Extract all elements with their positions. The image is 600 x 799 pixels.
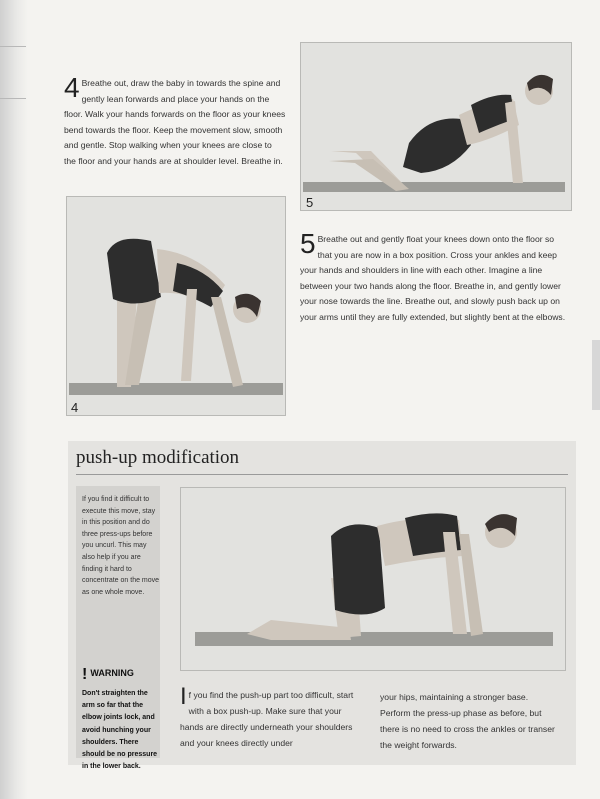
step-5-number: 5 <box>300 228 316 259</box>
step-5-text <box>300 228 570 325</box>
tip-sidebar <box>76 486 160 771</box>
photo-4-label: 4 <box>71 400 79 415</box>
step-4-body: Breathe out, draw the baby in towards the spine and gently lean forwards and place your hands on the floor. Walk your hands forwards on the floor as your knees bend towards the floor. Keep the movement slow, smooth and gentle. Stop walking when your knees are close to the floor and your hands are at shoulder level. Breathe in. <box>64 78 286 166</box>
section-title: push-up modification <box>76 447 240 468</box>
step-5-body: Breathe out and gently float your knees down onto the floor so that you are now in a box position. Cross your ankles and keep your hands and shoulders in line with each other. Imagine a line between your two hands along the floor. Breathe in, and gently lower your nose towards the line. Breathe out, and slowly push back up on your arms until they are fully extended, but slightly bent at the elbows. <box>300 234 566 322</box>
gutter-rule <box>0 98 26 99</box>
step-4-number: 4 <box>64 72 80 103</box>
photo-5-label: 5 <box>306 195 314 210</box>
yoga-mat <box>303 182 565 192</box>
photo-step-4 <box>66 196 286 416</box>
warning-title: WARNING <box>90 668 134 678</box>
page-gutter <box>0 0 28 799</box>
warning-heading <box>82 666 134 684</box>
gutter-rule <box>0 46 26 47</box>
modification-column-1 <box>180 683 364 751</box>
forward-bend-figure <box>67 197 285 415</box>
yoga-mat <box>69 383 283 395</box>
warning-text: Don't straighten the arm so far that the elbow joints lock, and avoid hunching your shoulders. There should be no pressure in the lower back. <box>82 690 158 771</box>
photo-box-pushup <box>180 487 566 671</box>
push-up-modification-section <box>68 441 576 771</box>
photo-step-5 <box>300 42 572 211</box>
drop-cap: I <box>180 683 187 710</box>
tip-text: If you find it difficult to execute this move, stay in this position and do three press-ups before you uncurl. This may also help if you are finding it hard to concentrate on the move as one whole move. <box>82 496 160 596</box>
page-edge-tab <box>592 340 600 410</box>
box-position-figure <box>181 488 565 670</box>
modification-column-2 <box>380 689 560 753</box>
modification-text-2: your hips, maintaining a stronger base. Perform the press-up phase as before, but there is no need to cross the ankles or transer the weight forwards. <box>380 692 555 750</box>
step-4-text <box>64 72 286 169</box>
modification-text-1: f you find the push-up part too difficult, start with a box push-up. Make sure that your hands are directly underneath your shoulders and your knees directly under <box>180 690 354 748</box>
section-divider <box>76 474 568 475</box>
exclamation-icon: ! <box>82 666 88 683</box>
kneeling-lean-figure <box>301 43 571 210</box>
